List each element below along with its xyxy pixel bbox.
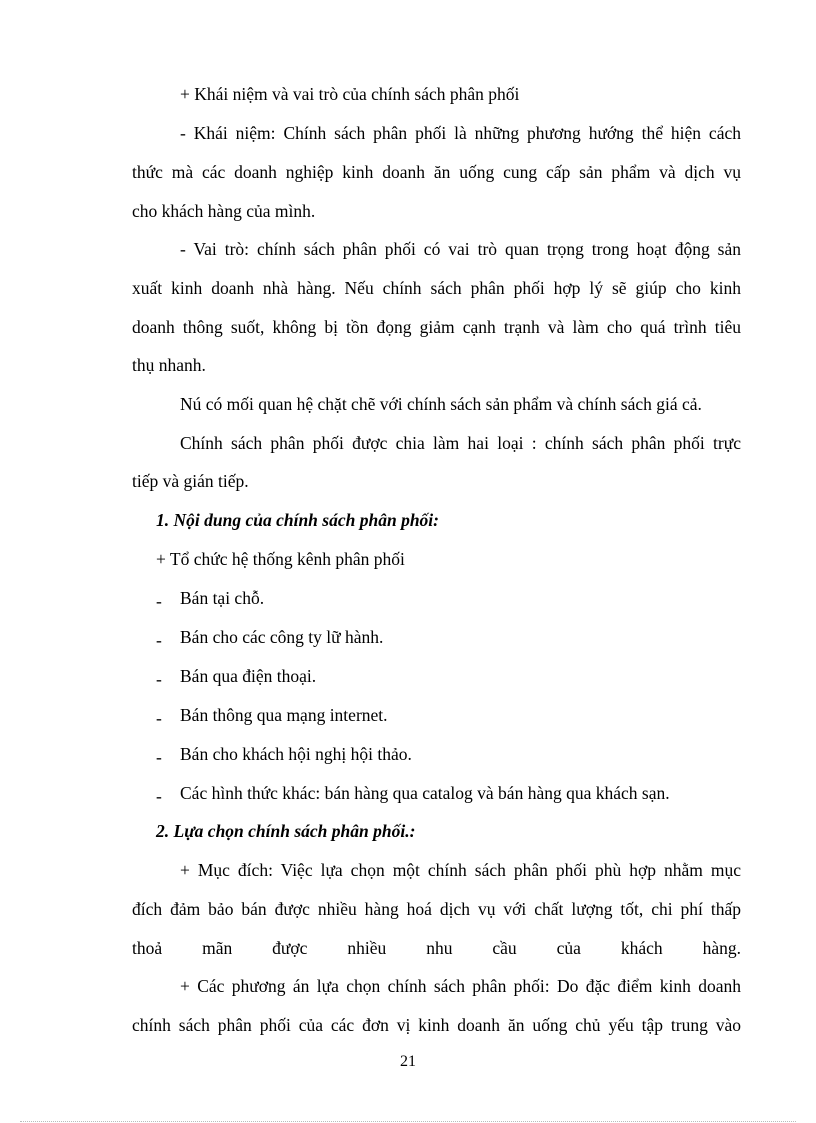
page-bottom-border [20,1121,796,1122]
channels-title: + Tổ chức hệ thống kênh phân phối [156,549,405,569]
bullet-dash: - [156,747,162,767]
paragraph-line: cho khách hàng của mình. [132,201,316,221]
section-heading-2: 2. Lựa chọn chính sách phân phối.: [156,821,416,841]
bullet-dash: - [156,786,162,806]
bullet-dash: - [156,708,162,728]
paragraph-line: doanh thông suốt, không bị tồn đọng giảm cạnh trạnh và làm cho quá trình tiêu [132,317,741,337]
bullet-dash: - [156,591,162,611]
paragraph-line: Nú có mối quan hệ chặt chẽ với chính sách sản phẩm và chính sách giá cả. [180,394,702,414]
bullet-item: Bán cho khách hội nghị hội thảo. [180,744,412,764]
paragraph-line: + Các phương án lựa chọn chính sách phân phối: Do đặc điểm kinh doanh [180,976,741,996]
bullet-dash: - [156,669,162,689]
section-intro-line: + Khái niệm và vai trò của chính sách phân phối [180,84,520,104]
paragraph-line: + Mục đích: Việc lựa chọn một chính sách phân phối phù hợp nhằm mục [180,860,741,880]
page-number: 21 [400,1053,416,1070]
paragraph-line: thụ nhanh. [132,355,206,375]
paragraph-line: Chính sách phân phối được chia làm hai loại : chính sách phân phối trực [180,433,741,453]
section-heading-1: 1. Nội dung của chính sách phân phối: [156,510,439,530]
paragraph-line: tiếp và gián tiếp. [132,471,249,491]
paragraph-line: - Vai trò: chính sách phân phối có vai trò quan trọng trong hoạt động sản [180,239,741,259]
paragraph-line: thức mà các doanh nghiệp kinh doanh ăn uống cung cấp sản phẩm và dịch vụ [132,162,741,182]
bullet-item: Bán tại chỗ. [180,588,265,608]
paragraph-line: - Khái niệm: Chính sách phân phối là những phương hướng thể hiện cách [180,123,741,143]
bullet-item: Các hình thức khác: bán hàng qua catalog và bán hàng qua khách sạn. [180,783,670,803]
paragraph-line: xuất kinh doanh nhà hàng. Nếu chính sách phân phối hợp lý sẽ giúp cho kinh [132,278,741,298]
bullet-item: Bán thông qua mạng internet. [180,705,388,725]
paragraph-line: chính sách phân phối của các đơn vị kinh doanh ăn uống chủ yếu tập trung vào [132,1015,741,1035]
bullet-item: Bán cho các công ty lữ hành. [180,627,384,647]
paragraph-line: đích đảm bảo bán được nhiều hàng hoá dịch vụ với chất lượng tốt, chi phí thấp [132,899,741,919]
bullet-dash: - [156,630,162,650]
paragraph-line: thoả mãn được nhiều nhu cầu của khách hàng. [132,938,741,958]
bullet-item: Bán qua điện thoại. [180,666,317,686]
